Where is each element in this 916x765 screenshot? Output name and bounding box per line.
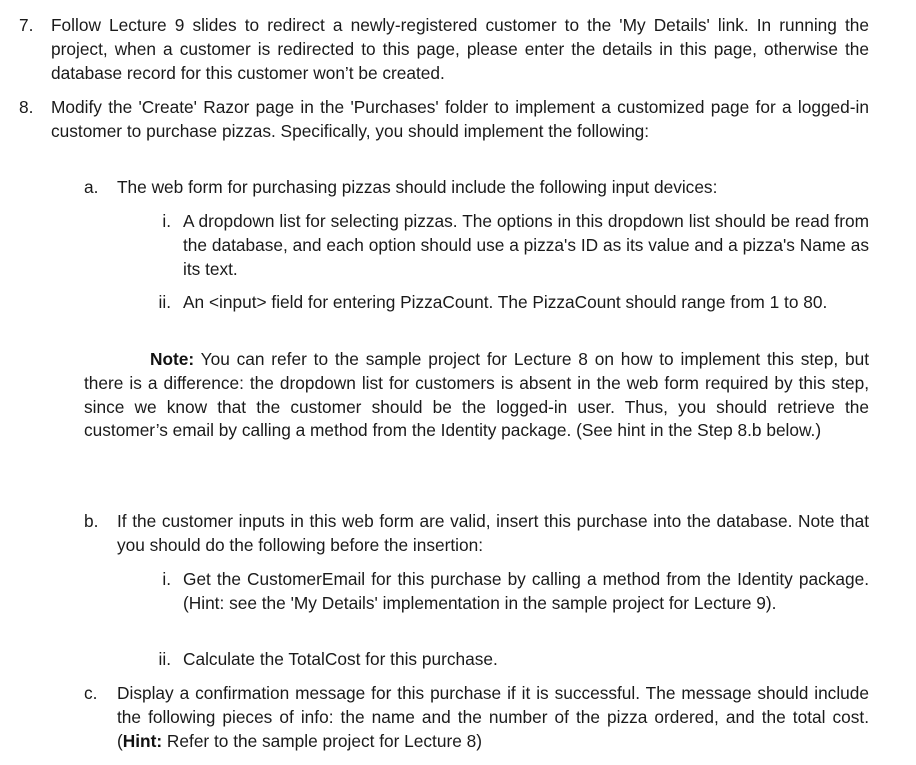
point-numeral: i. <box>162 569 171 589</box>
point-numeral: ii. <box>158 292 171 312</box>
point-text: An <input> field for entering PizzaCount. The PizzaCount should range from 1 to 80. <box>183 292 828 312</box>
text-before-hint: Display a confirmation message for this purchase if it is successful. The message should include the following pieces of info: the name and the number of the pizza ordered, and the total cost. ( <box>117 683 869 751</box>
list-item-8 <box>19 96 869 144</box>
clipped-previous-line <box>52 0 752 2</box>
item-number: 8. <box>19 97 34 117</box>
sub-item-letter: a. <box>84 177 99 197</box>
sub-item-letter: b. <box>84 511 99 531</box>
sub-item-text: The web form for purchasing pizzas should include the following input devices: <box>117 177 718 197</box>
hint-label: Hint: <box>122 730 163 751</box>
list-item-7 <box>19 14 869 85</box>
sub-item-letter: c. <box>84 683 98 703</box>
point-text: Get the CustomerEmail for this purchase by calling a method from the Identity package. (Hint: see the 'My Details' implementation in the sample project for Lecture 9). <box>183 569 869 613</box>
point-numeral: i. <box>162 211 171 231</box>
sub-item-c <box>84 682 869 753</box>
point-b-ii <box>158 648 869 672</box>
note-text: You can refer to the sample project for Lecture 8 on how to implement this step, but there is a difference: the dropdown list for customers is absent in the web form required by this step, since we know that the customer should be the logged-in user. Thus, you should retrieve the customer’s email by calling a method from the Identity package. (See hint in the Step 8.b below.) <box>84 349 869 441</box>
point-b-i <box>162 568 869 616</box>
point-a-ii <box>158 291 869 315</box>
point-numeral: ii. <box>158 649 171 669</box>
item-number: 7. <box>19 15 34 35</box>
item-text: Modify the 'Create' Razor page in the 'Purchases' folder to implement a customized page for a logged-in customer to purchase pizzas. Specifically, you should implement the following: <box>51 97 869 141</box>
note-label: Note: <box>150 349 195 369</box>
point-text: A dropdown list for selecting pizzas. The options in this dropdown list should be read from the database, and each option should use a pizza's ID as its value and a pizza's Name as its text. <box>183 211 869 279</box>
point-text: Calculate the TotalCost for this purchase. <box>183 649 498 669</box>
text-after-hint: Refer to the sample project for Lecture 8) <box>162 730 482 751</box>
sub-item-a <box>84 176 869 200</box>
note-paragraph <box>84 348 869 443</box>
sub-item-text <box>117 682 869 753</box>
item-text: Follow Lecture 9 slides to redirect a newly-registered customer to the 'My Details' link. In running the project, when a customer is redirected to this page, please enter the details in this page, otherwise the database record for this customer won’t be created. <box>51 15 869 83</box>
point-a-i <box>162 210 869 281</box>
sub-item-b <box>84 510 869 558</box>
sub-item-text: If the customer inputs in this web form are valid, insert this purchase into the database. Note that you should do the following before the insertion: <box>117 511 869 555</box>
